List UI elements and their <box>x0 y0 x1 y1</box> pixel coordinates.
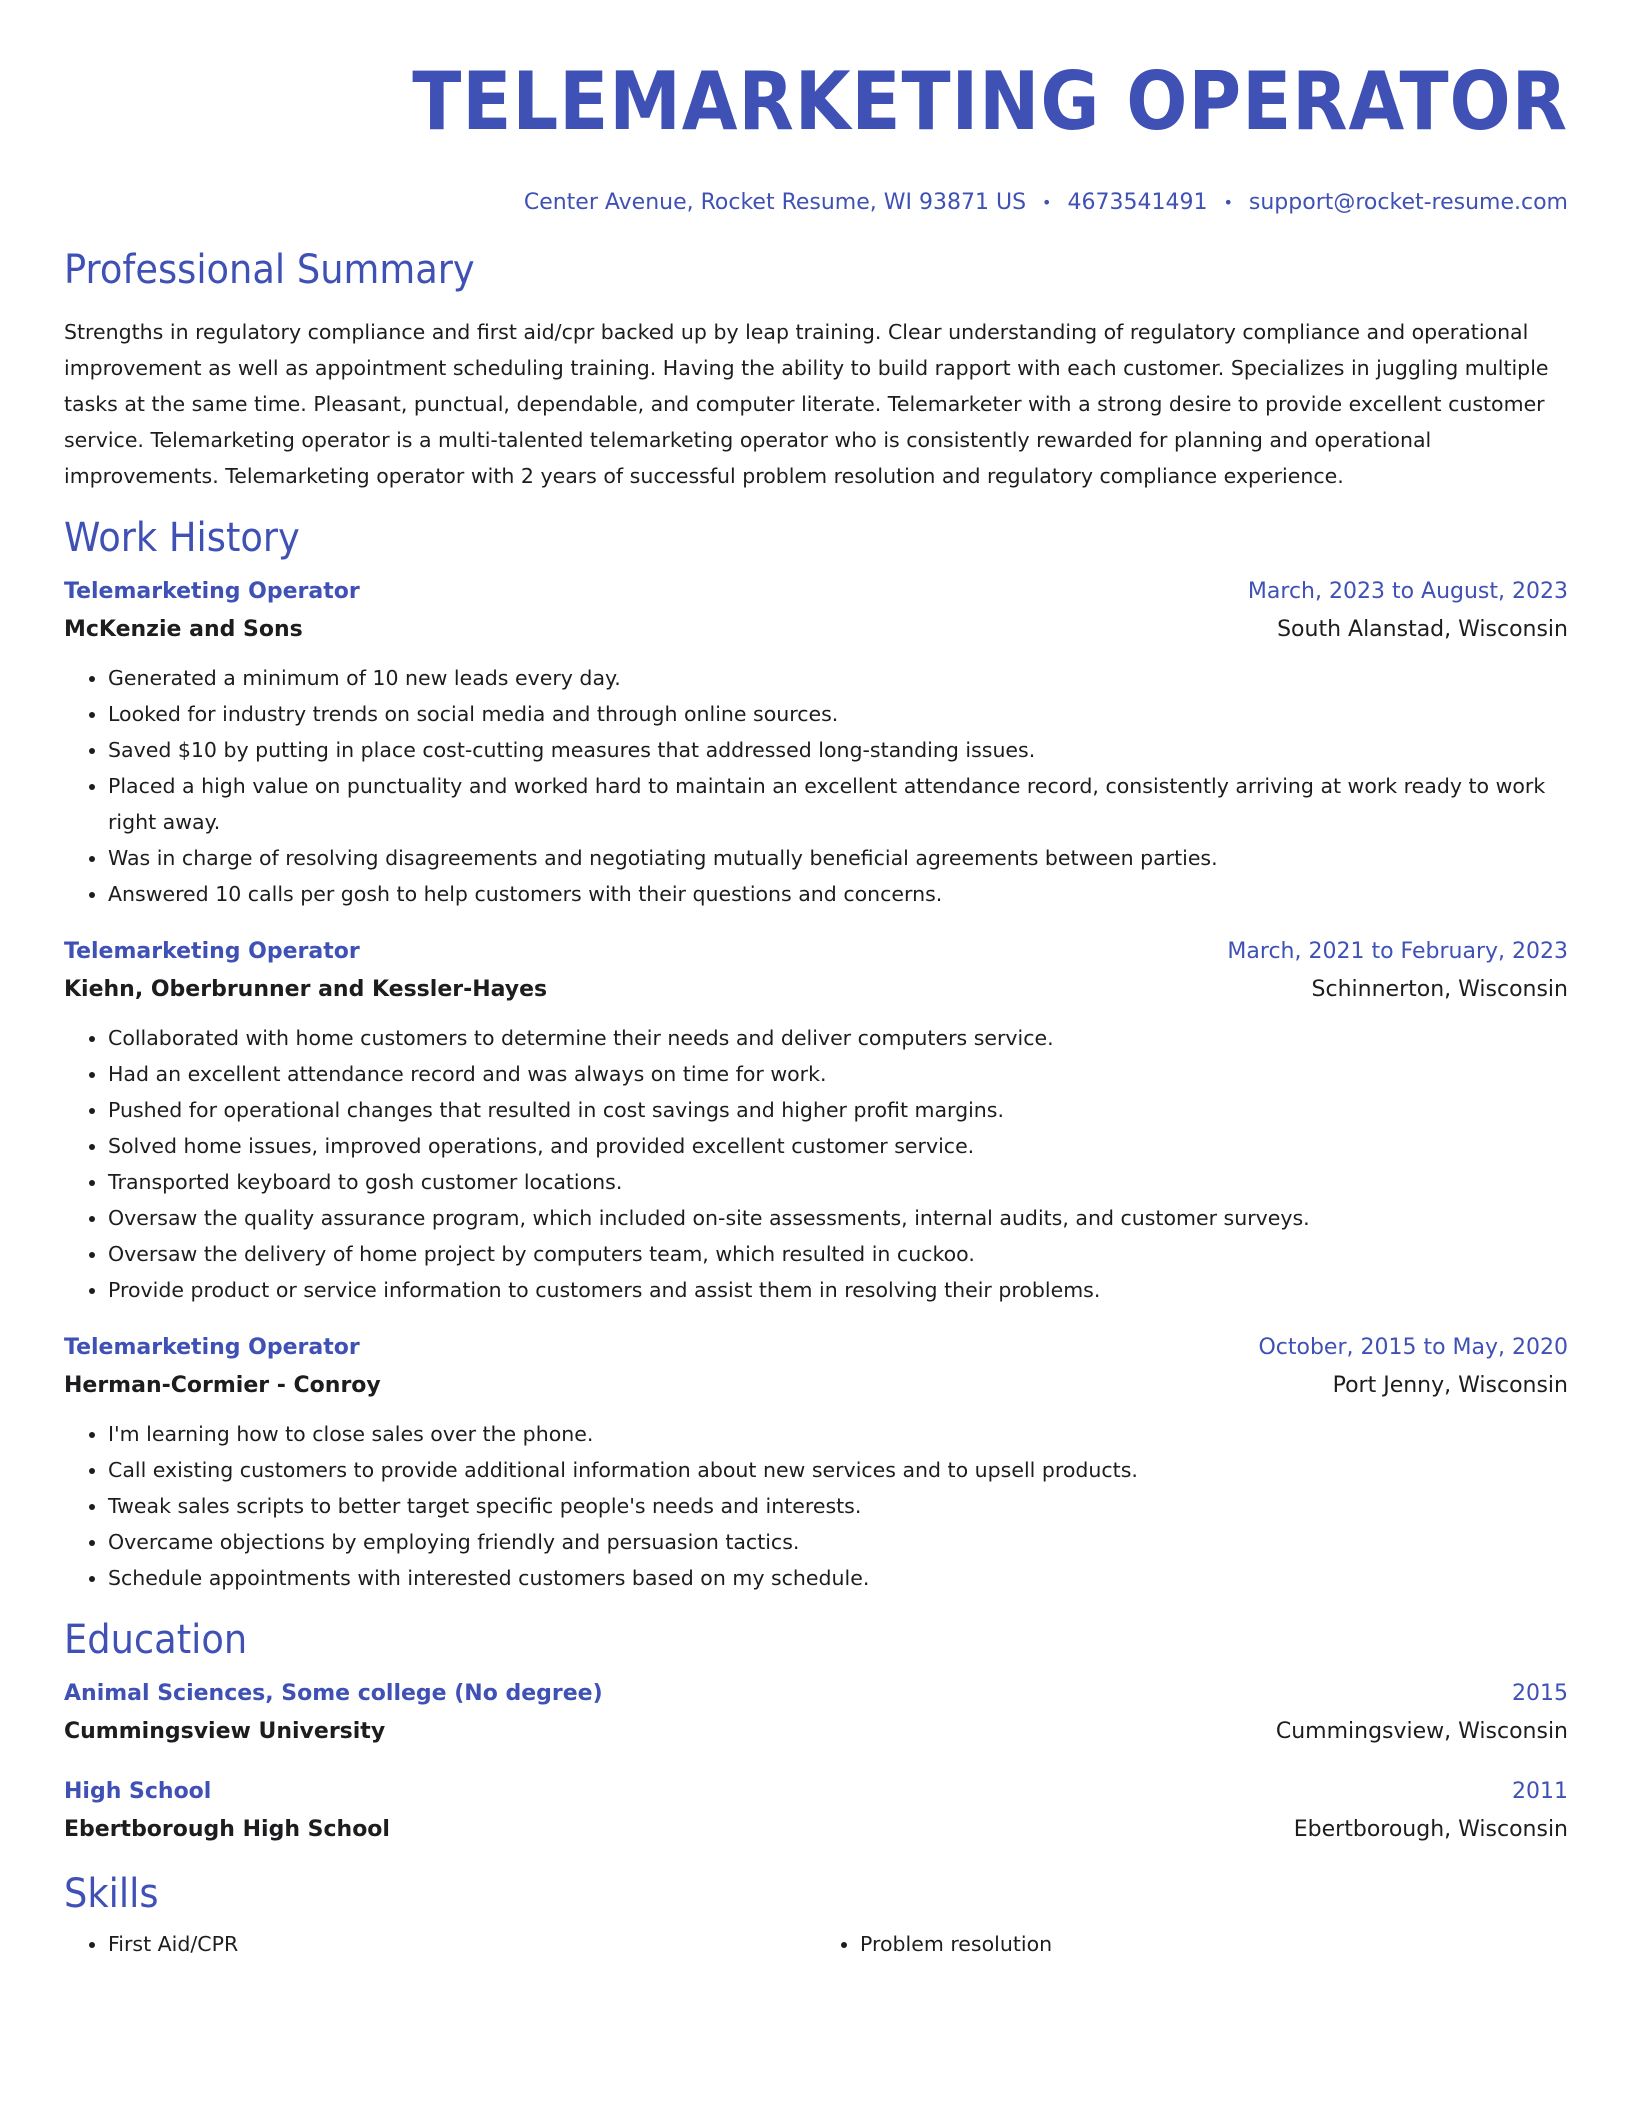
job-location: South Alanstad, Wisconsin <box>1277 617 1568 642</box>
school-location: Cummingsview, Wisconsin <box>1275 1719 1568 1744</box>
skills-left-column <box>64 1926 816 1962</box>
job-bullets <box>64 660 1568 912</box>
summary-text: Strengths in regulatory compliance and first aid/cpr backed up by leap training. Clear understanding of regulatory compliance and operational improvement as well as appointment scheduling training. Having the ability to build rapport with each customer. Specializes in juggling multiple tasks at the same time. Pleasant, punctual, dependable, and computer literate. Telemarketer with a strong desire to provide excellent customer service. Telemarketing operator is a multi-talented telemarketing operator who is consistently rewarded for planning and operational improvements. Telemarketing operator with 2 years of successful problem resolution and regulatory compliance experience. <box>64 320 1549 488</box>
graduation-year: 2011 <box>1512 1779 1568 1804</box>
bullet-item: • Answered 10 calls per gosh to help customers with their questions and concerns. <box>108 876 1568 912</box>
education-entry <box>64 1676 1568 1752</box>
job-entry <box>64 1330 1568 1596</box>
bullet-item: • I'm learning how to close sales over the phone. <box>108 1416 1568 1452</box>
job-bullets <box>64 1416 1568 1596</box>
job-dates: March, 2023 to August, 2023 <box>1247 579 1568 604</box>
separator-dot: • <box>1223 193 1233 212</box>
bullet-item: • Oversaw the delivery of home project by computers team, which resulted in cuckoo. <box>108 1236 1568 1272</box>
school-name: Cummingsview University <box>64 1719 386 1744</box>
section-title-summary: Professional Summary <box>64 247 475 293</box>
job-bullets <box>64 1020 1568 1308</box>
job-title: Telemarketing Operator <box>64 939 360 964</box>
section-title-work-history: Work History <box>64 515 300 561</box>
job-dates: March, 2021 to February, 2023 <box>1227 939 1568 964</box>
degree: Animal Sciences, Some college (No degree) <box>64 1681 603 1706</box>
section-title-skills: Skills <box>64 1871 159 1917</box>
bullet-item: • Placed a high value on punctuality and worked hard to maintain an excellent attendance record, consistently arriving at work ready to work right away. <box>108 768 1568 840</box>
bullet-item: • Had an excellent attendance record and was always on time for work. <box>108 1056 1568 1092</box>
email[interactable]: support@rocket-resume.com <box>1248 190 1568 215</box>
skills-columns <box>64 1926 1568 1962</box>
summary-section <box>64 244 1568 494</box>
bullet-item: • Looked for industry trends on social media and through online sources. <box>108 696 1568 732</box>
bullet-item: • Collaborated with home customers to determine their needs and deliver computers service. <box>108 1020 1568 1056</box>
graduation-year: 2015 <box>1512 1681 1568 1706</box>
company-name: McKenzie and Sons <box>64 617 303 642</box>
job-location: Port Jenny, Wisconsin <box>1332 1373 1568 1398</box>
bullet-item: • Transported keyboard to gosh customer locations. <box>108 1164 1568 1200</box>
bullet-item: • Was in charge of resolving disagreements and negotiating mutually beneficial agreements between parties. <box>108 840 1568 876</box>
bullet-item: • Overcame objections by employing friendly and persuasion tactics. <box>108 1524 1568 1560</box>
bullet-item: • Provide product or service information to customers and assist them in resolving their problems. <box>108 1272 1568 1308</box>
skills-right-column <box>816 1926 1568 1962</box>
candidate-title: TELEMARKETING OPERATOR <box>412 55 1569 148</box>
education-entry <box>64 1774 1568 1850</box>
bullet-item: • Call existing customers to provide additional information about new services and to upsell products. <box>108 1452 1568 1488</box>
bullet-item: • Schedule appointments with interested customers based on my schedule. <box>108 1560 1568 1596</box>
job-title: Telemarketing Operator <box>64 1335 360 1360</box>
job-location: Schinnerton, Wisconsin <box>1311 977 1568 1002</box>
company-name: Kiehn, Oberbrunner and Kessler-Hayes <box>64 977 548 1002</box>
job-entry <box>64 934 1568 1308</box>
phone: 4673541491 <box>1067 190 1208 215</box>
school-name: Ebertborough High School <box>64 1817 390 1842</box>
contact-line <box>64 188 1568 218</box>
bullet-item: • Oversaw the quality assurance program, which included on-site assessments, internal audits, and customer surveys. <box>108 1200 1568 1236</box>
job-title: Telemarketing Operator <box>64 579 360 604</box>
skills-section <box>64 1868 1568 1962</box>
company-name: Herman-Cormier - Conroy <box>64 1373 381 1398</box>
education-section <box>64 1614 1568 1850</box>
bullet-item: • Saved $10 by putting in place cost-cutting measures that addressed long-standing issues. <box>108 732 1568 768</box>
address: Center Avenue, Rocket Resume, WI 93871 US <box>523 190 1027 215</box>
work-history-section <box>64 512 1568 1596</box>
section-title-education: Education <box>64 1617 248 1663</box>
bullet-item: • Pushed for operational changes that resulted in cost savings and higher profit margins. <box>108 1092 1568 1128</box>
bullet-item: • Solved home issues, improved operations, and provided excellent customer service. <box>108 1128 1568 1164</box>
separator-dot: • <box>1042 193 1052 212</box>
bullet-item: • Generated a minimum of 10 new leads every day. <box>108 660 1568 696</box>
bullet-item: • Tweak sales scripts to better target specific people's needs and interests. <box>108 1488 1568 1524</box>
job-dates: October, 2015 to May, 2020 <box>1258 1335 1568 1360</box>
skill-item: • First Aid/CPR <box>108 1926 816 1962</box>
school-location: Ebertborough, Wisconsin <box>1293 1817 1568 1842</box>
job-entry <box>64 574 1568 912</box>
degree: High School <box>64 1779 212 1804</box>
resume-header <box>64 0 1568 218</box>
skill-item: • Problem resolution <box>860 1926 1568 1962</box>
